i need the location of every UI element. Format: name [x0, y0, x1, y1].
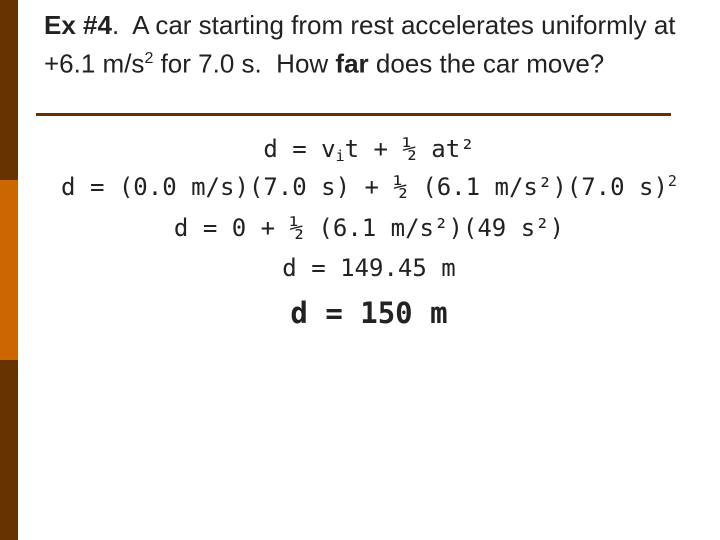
example-label: Ex #4	[44, 10, 112, 40]
equation-line-2	[18, 172, 720, 202]
problem-text-end: does the car move?	[368, 48, 605, 79]
equation-1-end: t + ½ at²	[344, 135, 475, 163]
equation-1-subscript: i	[335, 147, 345, 165]
final-answer: d = 150 m	[290, 296, 448, 330]
side-bar-accent-segment	[0, 180, 18, 360]
problem-statement	[44, 8, 684, 81]
example-label-period: .	[111, 10, 120, 40]
problem-text-start: A car starting from rest accelerates uniformly at +6.1 m/s	[44, 10, 683, 79]
title-divider	[36, 113, 671, 116]
equation-1-start: d = v	[263, 135, 336, 163]
equation-2-main: d = (0.0 m/s)(7.0 s) + ½ (6.1 m/s²)(7.0 s)	[61, 173, 668, 201]
problem-text-middle: for 7.0 s. How	[153, 48, 336, 79]
equation-line-1	[18, 134, 720, 164]
decorative-side-bar	[0, 0, 18, 540]
problem-emphasis-word: far	[335, 48, 369, 79]
equation-2-superscript: 2	[667, 172, 677, 190]
problem-exponent: 2	[144, 50, 154, 67]
equation-line-3: d = 0 + ½ (6.1 m/s²)(49 s²)	[173, 214, 565, 242]
equation-line-4: d = 149.45 m	[282, 254, 456, 282]
